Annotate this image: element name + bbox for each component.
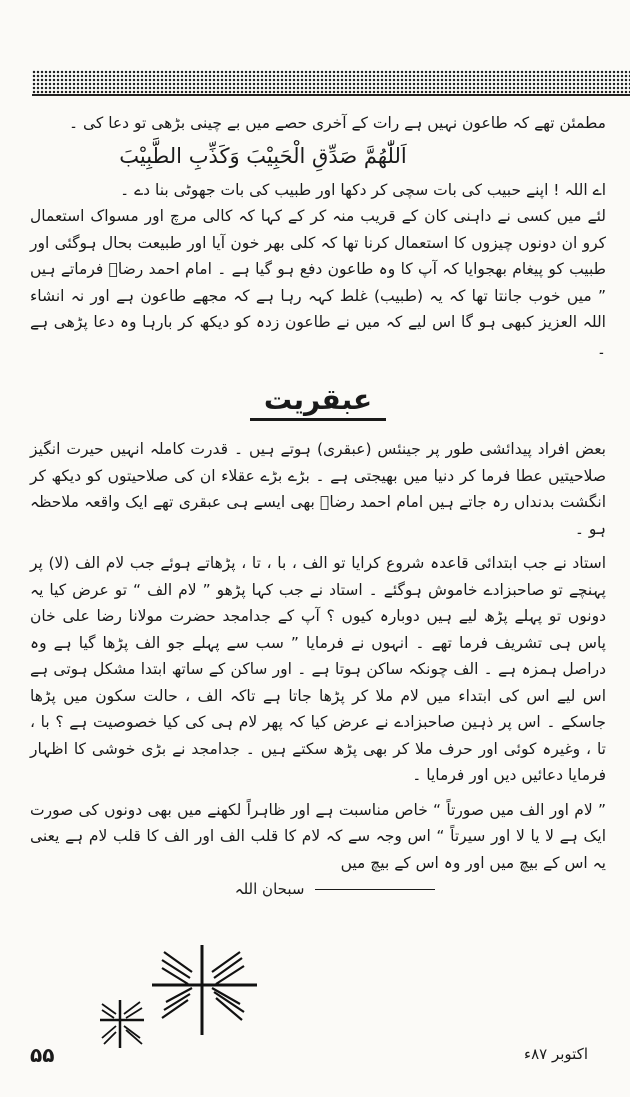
section-heading xyxy=(30,380,606,420)
story-paragraph: لئے میں کسی نے داہنی کان کے قریب منہ کر کے کہا کہ کالی مرچ اور مسواک استعمال کرو ان دونوں چیزوں کا استعمال کرنا تھا کہ کلی بھر خون آیا اور طبیعت بحال ہوگئی اور طبیب کو پیغام بھجوایا کہ آپ کا وہ طاعون دفع ہو گیا ہے ۔ امام احمد رضاؒ فرماتے ہیں ” میں خوب جانتا تھا کہ یہ (طبیب) غلط کہہ رہا ہے کہ مجھے طاعون ہے اور نہ انشاء اللہ العزیز کبھی ہو گا اس لیے کہ میں نے طاعون زدہ کو دیکھ کر بارہا وہ دعا پڑھی ہے ۔ xyxy=(30,207,606,358)
decorative-ornament-icon xyxy=(92,940,262,1050)
page-number: ۵۵ xyxy=(30,1043,55,1067)
intro-paragraph: مطمئن تھے کہ طاعون نہیں ہے رات کے آخری حصے میں بے چینی بڑھی تو دعا کی ۔ xyxy=(68,114,606,132)
section-title-text: عبقریت xyxy=(250,383,386,421)
page-body xyxy=(30,110,606,902)
closing-text: سبحان اللہ xyxy=(234,880,305,898)
arabic-dua: اَللّٰھُمَّ صَدِّقِ الْحَبِیْبَ وَکَذِّبِ الطَّبِیْبَ xyxy=(119,143,407,168)
issue-date: اکتوبر ۸۷ء xyxy=(524,1045,588,1063)
closing-line xyxy=(30,876,606,902)
dua-translation: اے اللہ ! اپنے حبیب کی بات سچی کر دکھا اور طبیب کی بات جھوٹی بنا دے ۔ xyxy=(120,180,606,199)
header-dotted-band xyxy=(32,70,630,96)
section-paragraph-1: بعض افراد پیدائشی طور پر جینئس (عبقری) ہوتے ہیں ۔ قدرت کاملہ انہیں حیرت انگیز صلاحیتیں عطا فرما کر دنیا میں بھیجتی ہے ۔ بڑے بڑے عقلاء ان کی صلاحیتوں کو دیکھ کر انگشت بدنداں رہ جاتے ہیں امام احمد رضاؒ بھی ایسے ہی عبقری تھے ایک واقعہ ملاحظہ ہو ۔ xyxy=(30,440,606,538)
section-paragraph-3: ” لام اور الف میں صورتاً “ خاص مناسبت ہے اور ظاہراً لکھنے میں بھی دونوں کی صورت ایک ہے لا یا لا اور سیرتاً “ اس وجہ سے کہ لام کا قلب الف اور الف کا قلب لام ہے یعنی یہ اس کے بیچ میں اور وہ اس کے بیچ میں xyxy=(30,800,606,872)
section-paragraph-2: استاد نے جب ابتدائی قاعدہ شروع کرایا تو الف ، با ، تا ، پڑھاتے ہوئے جب لام الف (لا) پر پہنچے تو صاحبزادے خاموش ہوگئے ۔ استاد نے جب کہا پڑھو ” لام الف “ تو عرض کیا یہ دونوں تو پہلے پڑھ لیے ہیں دوبارہ کیوں ؟ آپ کے جدامجد حضرت مولانا رضا علی خان پاس ہی تشریف فرما تھے ۔ انہوں نے فرمایا ” سب سے پہلے جو الف پڑھا گیا ہے وہ دراصل ہمزہ ہے ۔ الف چونکہ ساکن ہوتا ہے ۔ اور ساکن کے ساتھ ابتدا مشکل ہوتی ہے اس لیے اس کی ابتداء میں لام ملا کر پڑھا جاتا ہے تاکہ الف ، حالت سکون میں پڑھا جاسکے ۔ اس پر ذہین صاحبزادے نے عرض کیا کہ پھر لام ہی کی کیا خصوصیت ہے ؟ با ، تا ، وغیرہ کوئی اور حرف ملا کر بھی پڑھ سکتے ہیں ۔ جدامجد نے بڑی خوشی کا اظہار فرمایا دعائیں دیں اور فرمایا ۔ xyxy=(30,554,606,784)
